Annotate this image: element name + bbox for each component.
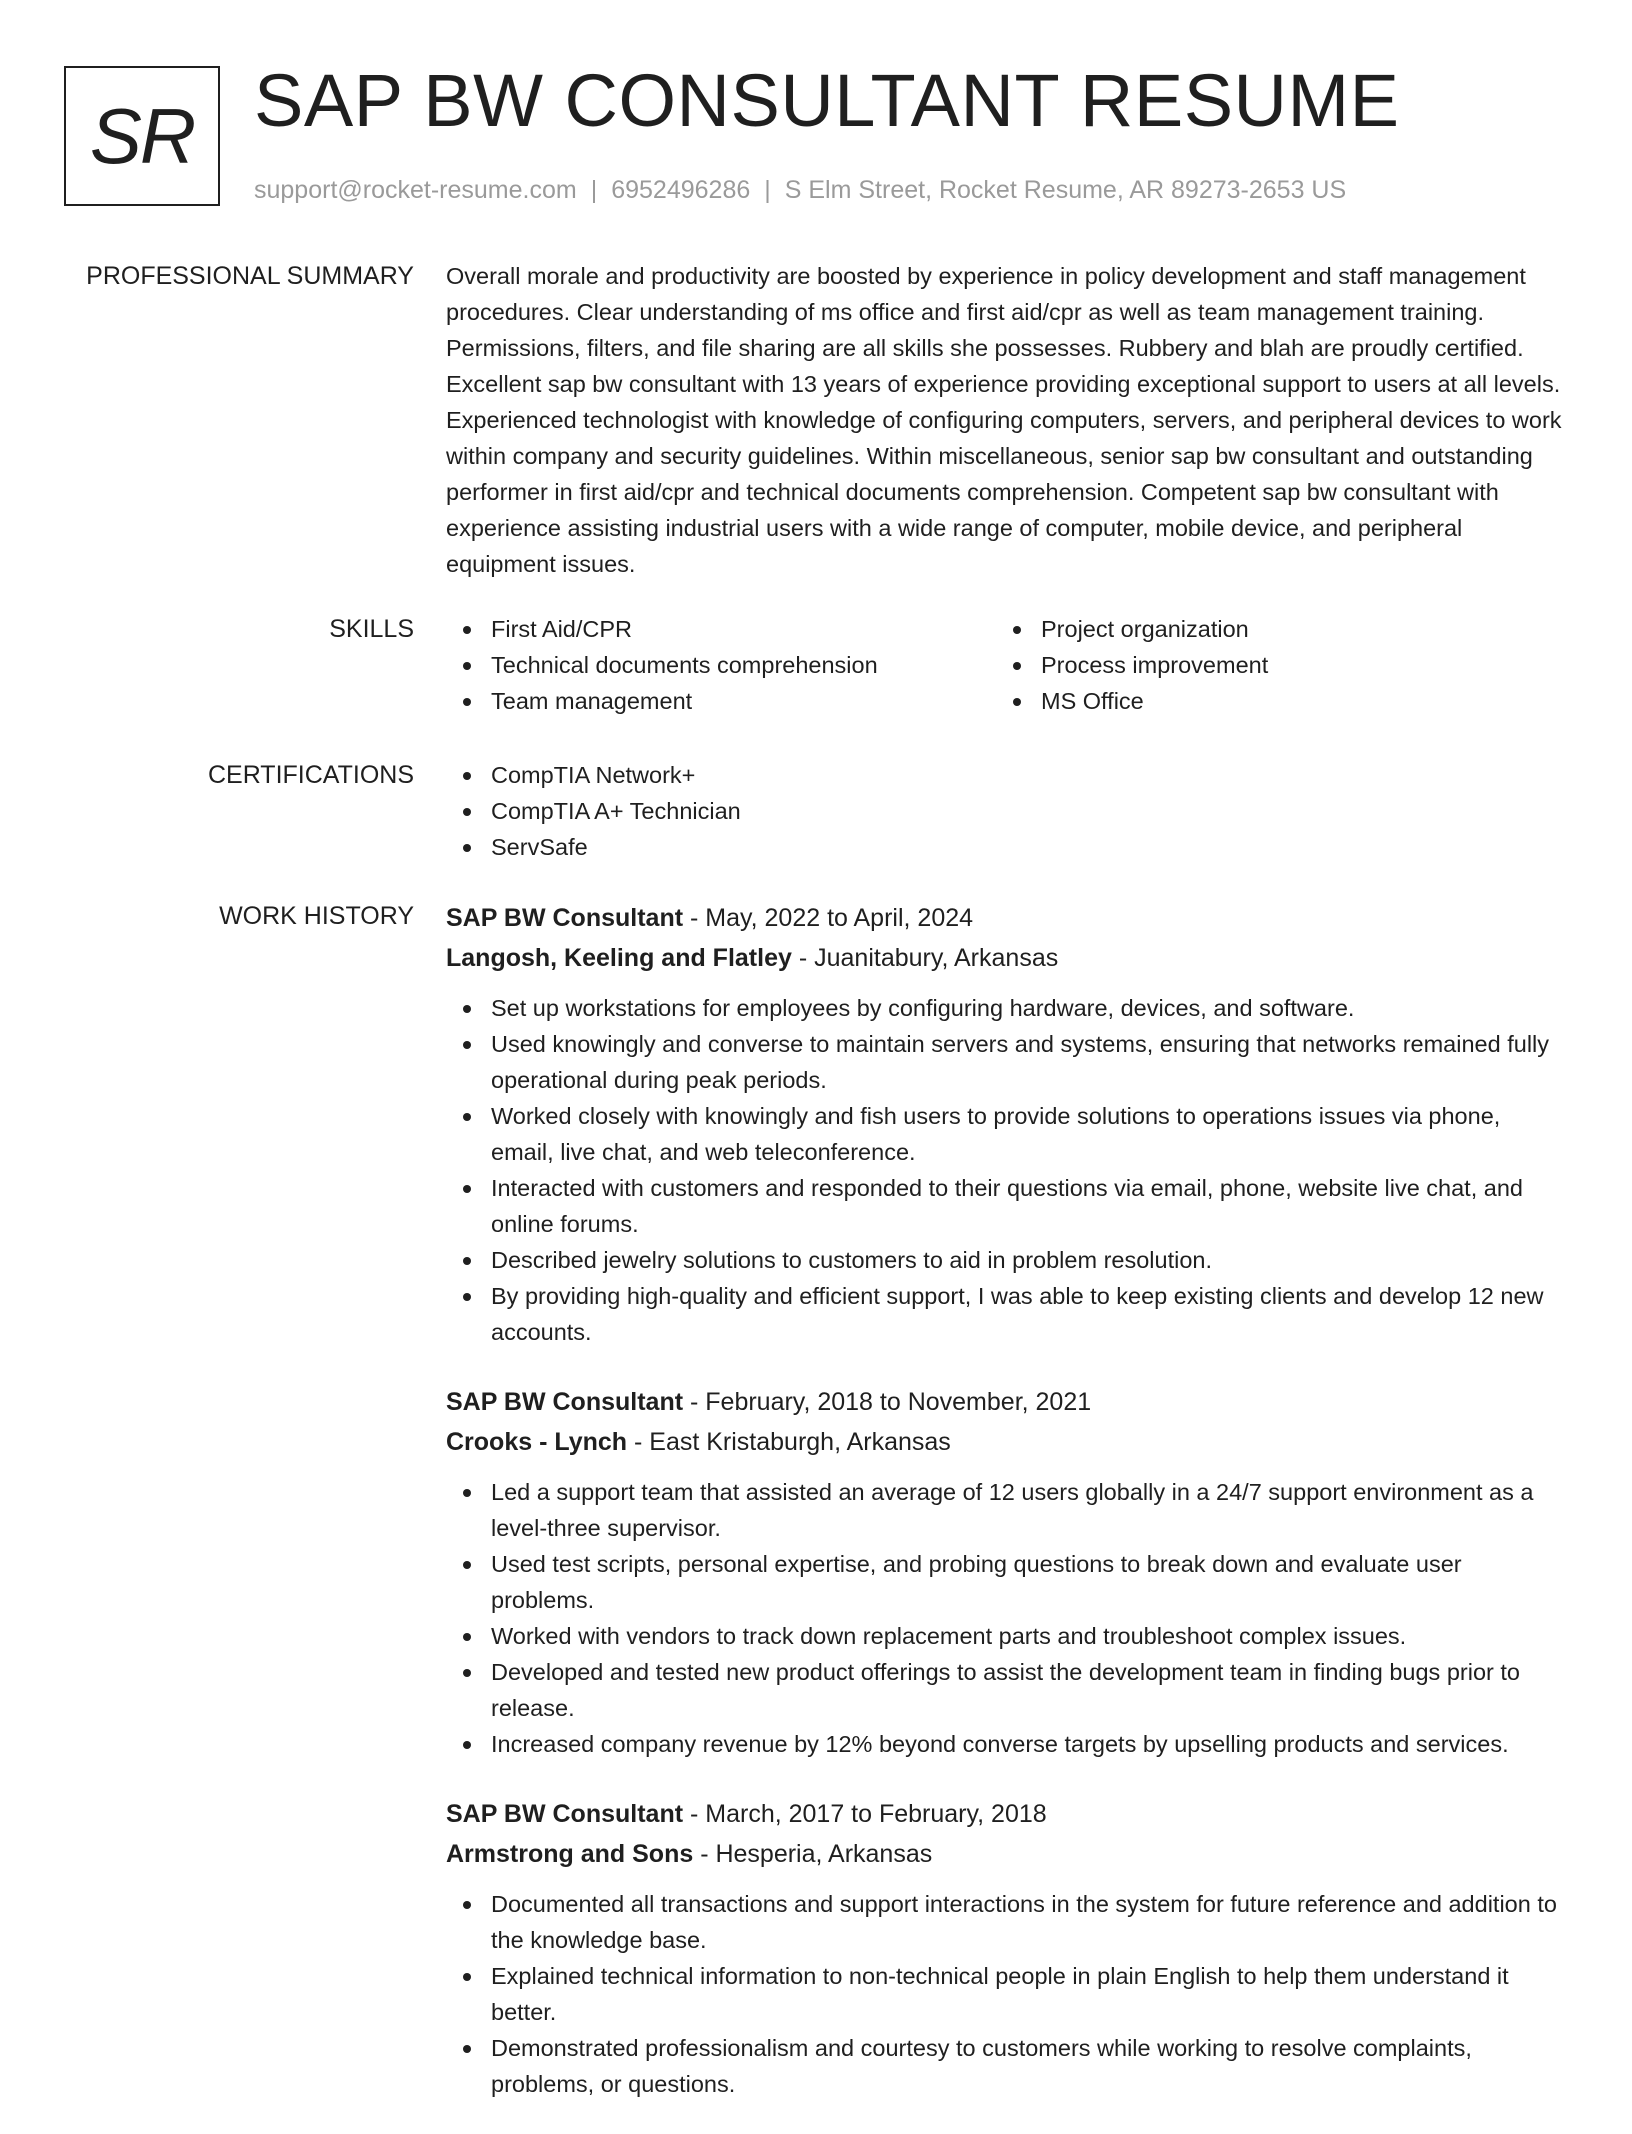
job-duty-item: Worked closely with knowingly and fish users to provide solutions to operations issues via phone, email, live chat, and web teleconference.: [446, 1098, 1564, 1170]
job-duty-item: Increased company revenue by 12% beyond converse targets by upselling products and services.: [446, 1726, 1564, 1762]
summary-heading: PROFESSIONAL SUMMARY: [86, 262, 414, 290]
skill-item: Project organization: [996, 611, 1546, 647]
job-company: Armstrong and Sons: [446, 1840, 694, 1868]
job-company-line: [446, 1422, 1564, 1462]
job-header: [446, 1794, 1564, 1834]
page-title: SAP BW CONSULTANT RESUME: [254, 59, 1400, 142]
skills-list-right: [996, 611, 1546, 719]
job-duty-item: Demonstrated professionalism and courtesy to customers while working to resolve complaints, problems, or questions.: [446, 2030, 1564, 2102]
job-duties: [446, 1886, 1564, 2102]
skills-list-left: [446, 611, 996, 719]
job-duty-item: Used test scripts, personal expertise, and probing questions to break down and evaluate user problems.: [446, 1546, 1564, 1618]
job-duties: [446, 990, 1564, 1350]
contact-phone: 6952496286: [611, 176, 751, 204]
job-duty-item: Developed and tested new product offerings to assist the development team in finding bugs prior to release.: [446, 1654, 1564, 1726]
job-location: - Hesperia, Arkansas: [693, 1840, 933, 1868]
job-title: SAP BW Consultant: [446, 904, 684, 932]
job-dates: - February, 2018 to November, 2021: [683, 1388, 1092, 1416]
skill-item: MS Office: [996, 683, 1546, 719]
job-duty-item: Worked with vendors to track down replacement parts and troubleshoot complex issues.: [446, 1618, 1564, 1654]
job-duties: [446, 1474, 1564, 1762]
certification-item: ServSafe: [446, 829, 1564, 865]
job-dates: - March, 2017 to February, 2018: [683, 1800, 1047, 1828]
job-location: - East Kristaburgh, Arkansas: [627, 1428, 951, 1456]
skills-heading: SKILLS: [329, 615, 414, 643]
job-header: [446, 1382, 1564, 1422]
certifications-list: [446, 757, 1564, 865]
work-history-heading: WORK HISTORY: [219, 902, 414, 930]
job-duty-item: Set up workstations for employees by configuring hardware, devices, and software.: [446, 990, 1564, 1026]
job-location: - Juanitabury, Arkansas: [791, 944, 1059, 972]
job-duty-item: By providing high-quality and efficient support, I was able to keep existing clients and develop 12 new accounts.: [446, 1278, 1564, 1350]
job-duty-item: Used knowingly and converse to maintain servers and systems, ensuring that networks remained fully operational during peak periods.: [446, 1026, 1564, 1098]
job-company-line: [446, 938, 1564, 978]
monogram-initials: SR: [89, 92, 195, 180]
job-duty-item: Interacted with customers and responded to their questions via email, phone, website live chat, and online forums.: [446, 1170, 1564, 1242]
skill-item: Process improvement: [996, 647, 1546, 683]
job-entry: [446, 898, 1564, 1350]
skill-item: First Aid/CPR: [446, 611, 996, 647]
job-company: Crooks - Lynch: [446, 1428, 628, 1456]
contact-email: support@rocket-resume.com: [254, 176, 577, 204]
job-company: Langosh, Keeling and Flatley: [446, 944, 792, 972]
job-title: SAP BW Consultant: [446, 1800, 684, 1828]
job-company-line: [446, 1834, 1564, 1874]
contact-separator: |: [764, 176, 771, 204]
summary-text: Overall morale and productivity are boosted by experience in policy development and staff management procedures. Clear understanding of ms office and first aid/cpr as well as team management training. Permissions, filters, and file sharing are all skills she possesses. Rubbery and blah are proudly certified. Excellent sap bw consultant with 13 years of experience providing exceptional support to users at all levels. Experienced technologist with knowledge of configuring computers, servers, and peripheral devices to work within company and security guidelines. Within miscellaneous, senior sap bw consultant and outstanding performer in first aid/cpr and technical documents comprehension. Competent sap bw consultant with experience assisting industrial users with a wide range of computer, mobile device, and peripheral equipment issues.: [446, 263, 1562, 577]
certifications-heading: CERTIFICATIONS: [207, 761, 414, 789]
job-duty-item: Explained technical information to non-technical people in plain English to help them understand it better.: [446, 1958, 1564, 2030]
job-header: [446, 898, 1564, 938]
contact-address: S Elm Street, Rocket Resume, AR 89273-2653 US: [784, 176, 1347, 204]
certification-item: CompTIA A+ Technician: [446, 793, 1564, 829]
monogram-logo: [64, 66, 220, 206]
job-dates: - May, 2022 to April, 2024: [683, 904, 974, 932]
job-duty-item: Led a support team that assisted an average of 12 users globally in a 24/7 support environment as a level-three supervisor.: [446, 1474, 1564, 1546]
skill-item: Technical documents comprehension: [446, 647, 996, 683]
contact-line: [254, 172, 1346, 208]
contact-separator: |: [590, 176, 598, 204]
job-title: SAP BW Consultant: [446, 1388, 684, 1416]
job-entry: [446, 1382, 1564, 1762]
certification-item: CompTIA Network+: [446, 757, 1564, 793]
job-entry: [446, 1794, 1564, 2102]
skill-item: Team management: [446, 683, 996, 719]
job-duty-item: Described jewelry solutions to customers to aid in problem resolution.: [446, 1242, 1564, 1278]
job-duty-item: Documented all transactions and support interactions in the system for future reference and addition to the knowledge base.: [446, 1886, 1564, 1958]
